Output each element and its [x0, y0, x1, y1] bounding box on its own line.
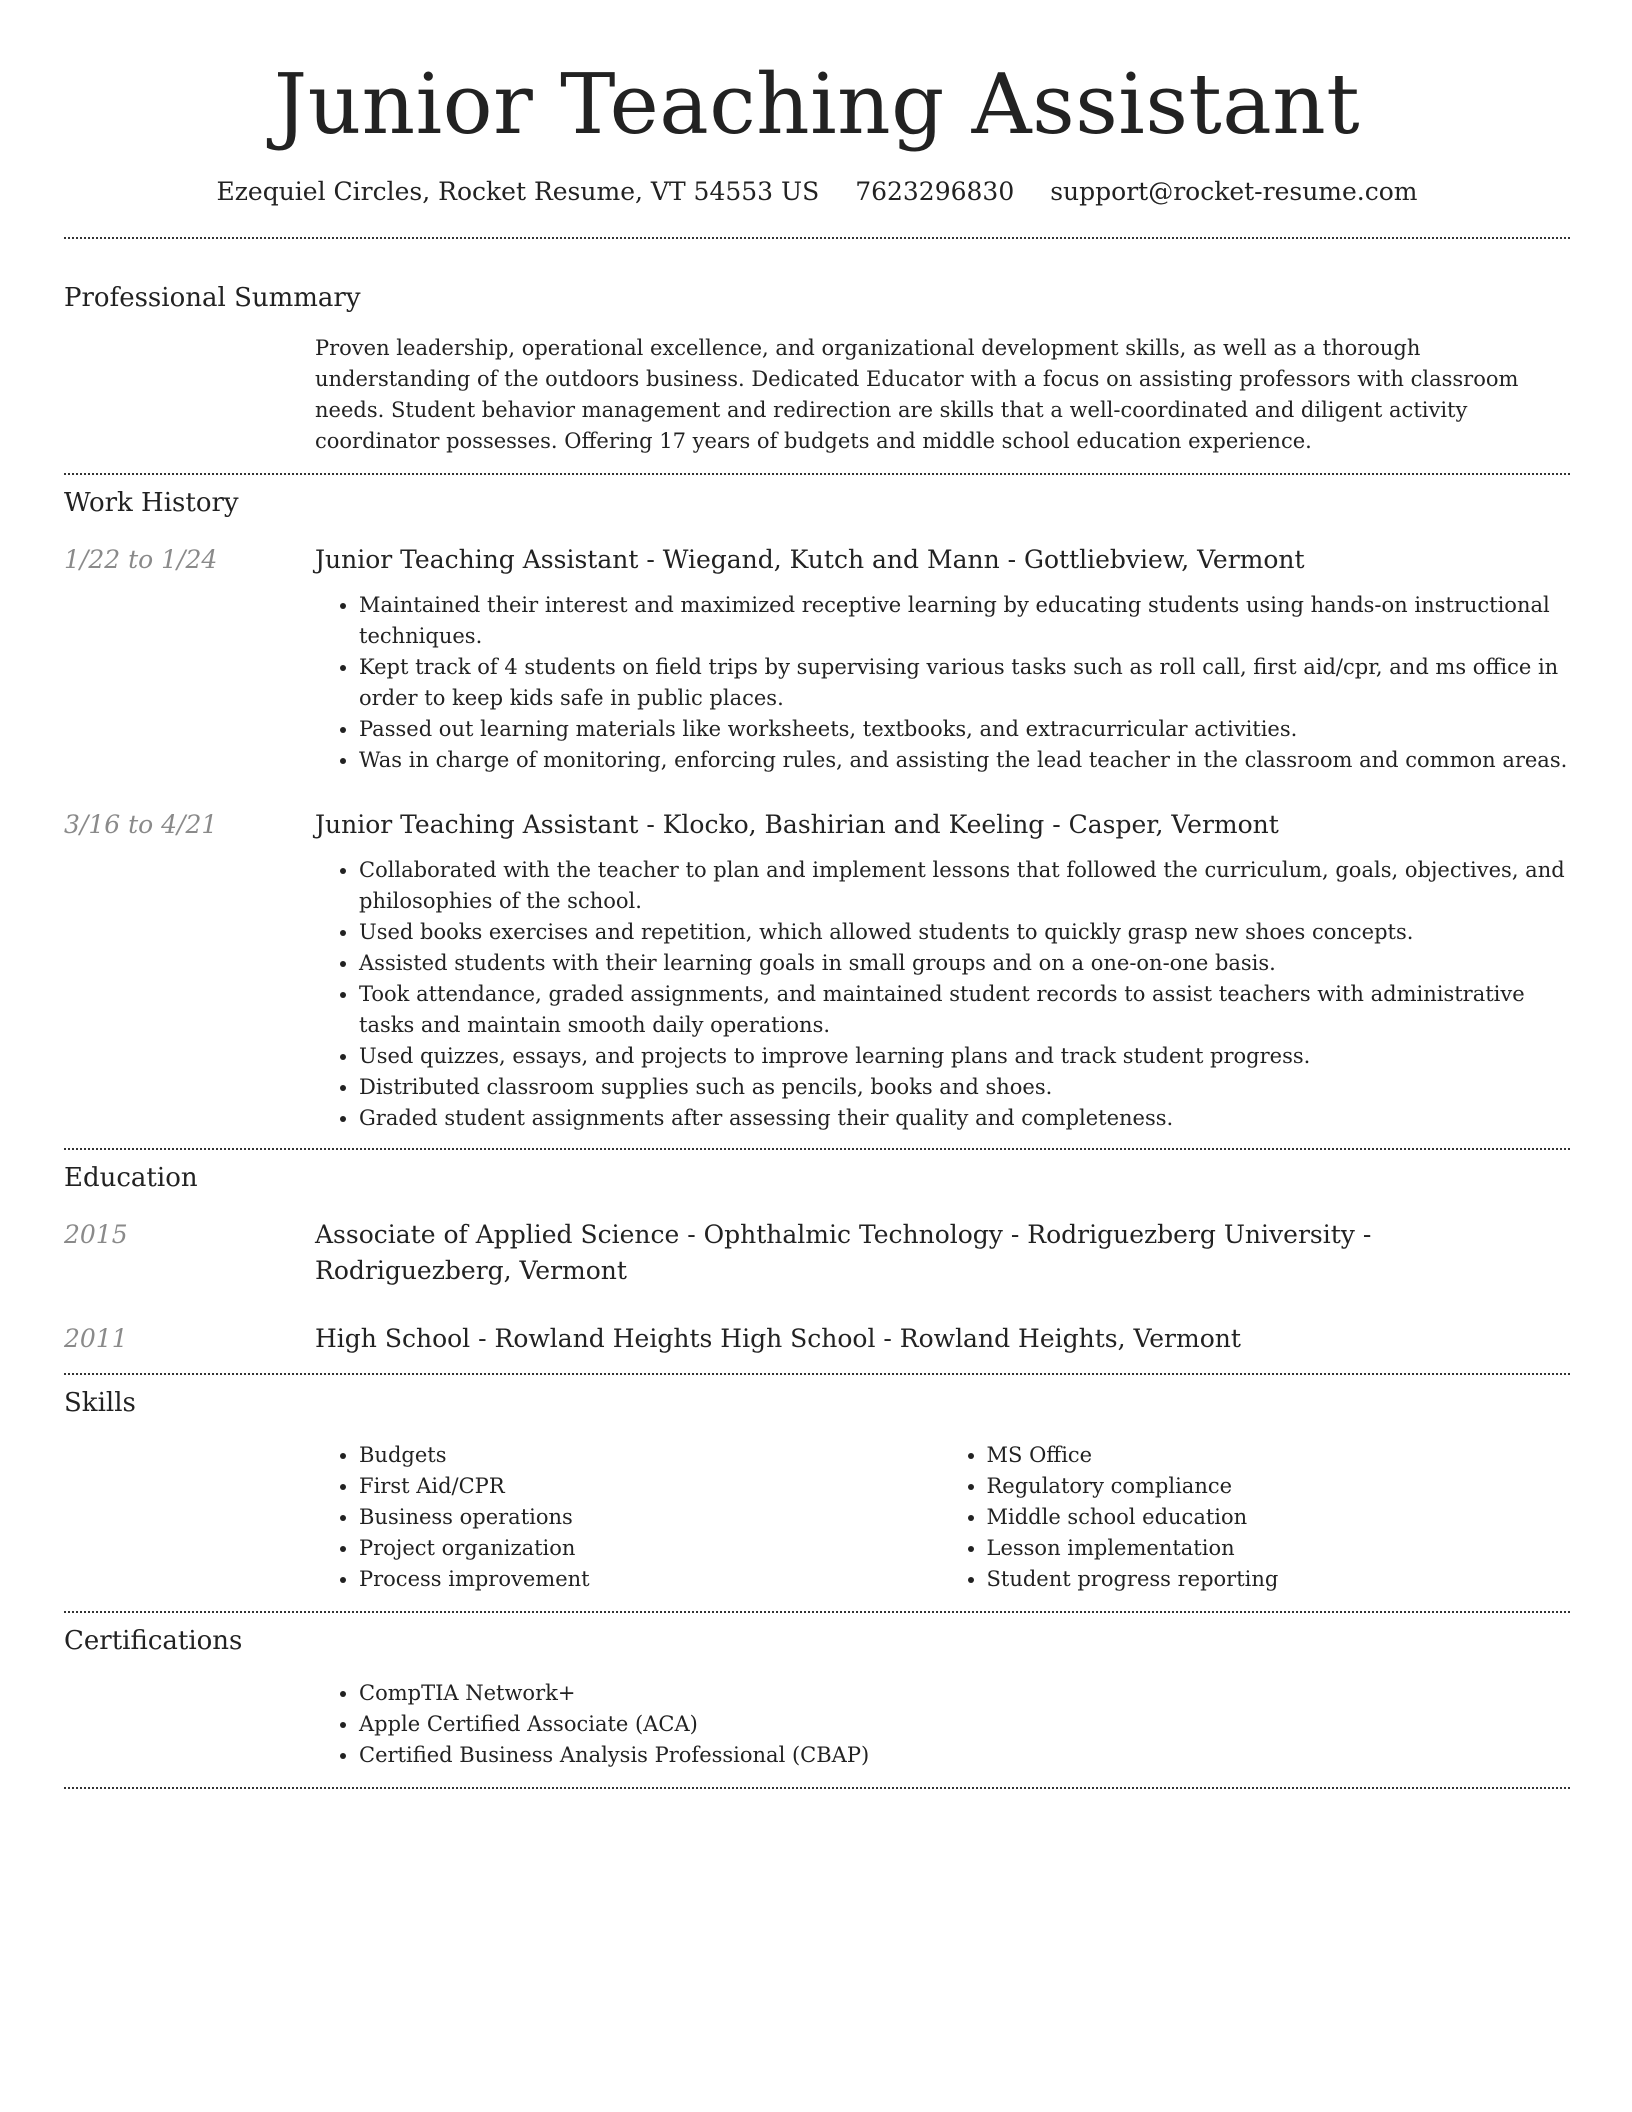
job-entry: [64, 542, 1570, 776]
job-dates: 1/22 to 1/24: [64, 545, 218, 574]
skills-section: [64, 1386, 1570, 1595]
summary-section: [64, 281, 1570, 457]
skill-item: • First Aid/CPR: [359, 1471, 943, 1502]
education-details: - Rowland Heights High School - Rowland Heights, Vermont: [470, 1324, 1241, 1353]
list-item: • Used books exercises and repetition, which allowed students to quickly grasp new shoes concepts.: [359, 917, 1570, 948]
certification-item: • Apple Certified Associate (ACA): [359, 1709, 1570, 1740]
education-heading: [315, 1217, 1570, 1289]
section-divider: [64, 1611, 1570, 1613]
education-year: 2011: [64, 1324, 128, 1353]
section-divider: [64, 473, 1570, 475]
certifications-title: Certifications: [64, 1626, 243, 1656]
skills-column-left: [315, 1440, 943, 1595]
education-degree: Associate of Applied Science - Ophthalmic Technology: [315, 1220, 1003, 1249]
contact-line: [64, 175, 1570, 209]
job-dates: 3/16 to 4/21: [64, 810, 218, 839]
education-entry: [64, 1321, 1570, 1357]
skills-list: [315, 1440, 1570, 1595]
list-item: • Assisted students with their learning goals in small groups and on a one-on-one basis.: [359, 948, 1570, 979]
summary-text: Proven leadership, operational excellence, and organizational development skills, as well as a thorough understanding of the outdoors business. Dedicated Educator with a focus on assisting professors with classroom needs. Student behavior management and redirection are skills that a well-coordinated and diligent activity coordinator possesses. Offering 17 years of budgets and middle school education experience.: [315, 336, 1519, 453]
education-degree: High School: [315, 1324, 471, 1353]
skill-item: • MS Office: [987, 1440, 1571, 1471]
certifications-list: [315, 1678, 1570, 1771]
education-heading: [315, 1321, 1570, 1357]
certification-item: • CompTIA Network+: [359, 1678, 1570, 1709]
skills-column-right: [943, 1440, 1571, 1595]
list-item: • Was in charge of monitoring, enforcing rules, and assisting the lead teacher in the classroom and common areas.: [359, 745, 1570, 776]
list-item: • Kept track of 4 students on field trips by supervising various tasks such as roll call, first aid/cpr, and ms office in order to keep kids safe in public places.: [359, 652, 1570, 714]
job-details: - Klocko, Bashirian and Keeling - Casper, Vermont: [638, 810, 1279, 839]
job-entry: [64, 807, 1570, 1134]
certification-item: • Certified Business Analysis Professional (CBAP): [359, 1740, 1570, 1771]
job-role: Junior Teaching Assistant: [315, 810, 639, 839]
section-divider: [64, 1148, 1570, 1150]
section-divider: [64, 1787, 1570, 1789]
list-item: • Took attendance, graded assignments, and maintained student records to assist teachers with administrative tasks and maintain smooth daily operations.: [359, 979, 1570, 1041]
job-details: - Wiegand, Kutch and Mann - Gottliebview, Vermont: [638, 545, 1305, 574]
skill-item: • Student progress reporting: [987, 1564, 1571, 1595]
education-details: - Rodriguezberg University - Rodriguezberg, Vermont: [315, 1220, 1372, 1285]
skill-item: • Project organization: [359, 1533, 943, 1564]
job-heading: [315, 807, 1570, 843]
list-item: • Collaborated with the teacher to plan and implement lessons that followed the curriculum, goals, objectives, and philosophies of the school.: [359, 855, 1570, 917]
section-divider: [64, 237, 1570, 239]
skills-title: Skills: [64, 1388, 136, 1418]
skill-item: • Middle school education: [987, 1502, 1571, 1533]
list-item: • Used quizzes, essays, and projects to improve learning plans and track student progress.: [359, 1041, 1570, 1072]
skill-item: • Regulatory compliance: [987, 1471, 1571, 1502]
contact-email: support@rocket-resume.com: [1050, 177, 1418, 206]
list-item: • Distributed classroom supplies such as pencils, books and shoes.: [359, 1072, 1570, 1103]
education-year: 2015: [64, 1220, 128, 1249]
job-role: Junior Teaching Assistant: [315, 545, 639, 574]
contact-phone: 7623296830: [855, 177, 1015, 206]
list-item: • Passed out learning materials like worksheets, textbooks, and extracurricular activities.: [359, 714, 1570, 745]
skill-item: • Business operations: [359, 1502, 943, 1533]
section-divider: [64, 1373, 1570, 1375]
job-bullets: [315, 855, 1570, 1134]
resume-name: Junior Teaching Assistant: [273, 56, 1361, 153]
education-entry: [64, 1217, 1570, 1289]
skill-item: • Process improvement: [359, 1564, 943, 1595]
work-section: [64, 486, 1570, 1134]
skill-item: • Lesson implementation: [987, 1533, 1571, 1564]
skill-item: • Budgets: [359, 1440, 943, 1471]
work-title: Work History: [64, 488, 239, 518]
education-section: [64, 1161, 1570, 1357]
job-heading: [315, 542, 1570, 578]
certifications-section: [64, 1624, 1570, 1771]
list-item: • Maintained their interest and maximized receptive learning by educating students using hands-on instructional techniques.: [359, 590, 1570, 652]
list-item: • Graded student assignments after assessing their quality and completeness.: [359, 1103, 1570, 1134]
contact-address: Ezequiel Circles, Rocket Resume, VT 54553 US: [216, 177, 820, 206]
summary-title: Professional Summary: [64, 283, 361, 313]
education-title: Education: [64, 1163, 198, 1193]
resume-page: [64, 0, 1570, 1789]
job-bullets: [315, 590, 1570, 776]
